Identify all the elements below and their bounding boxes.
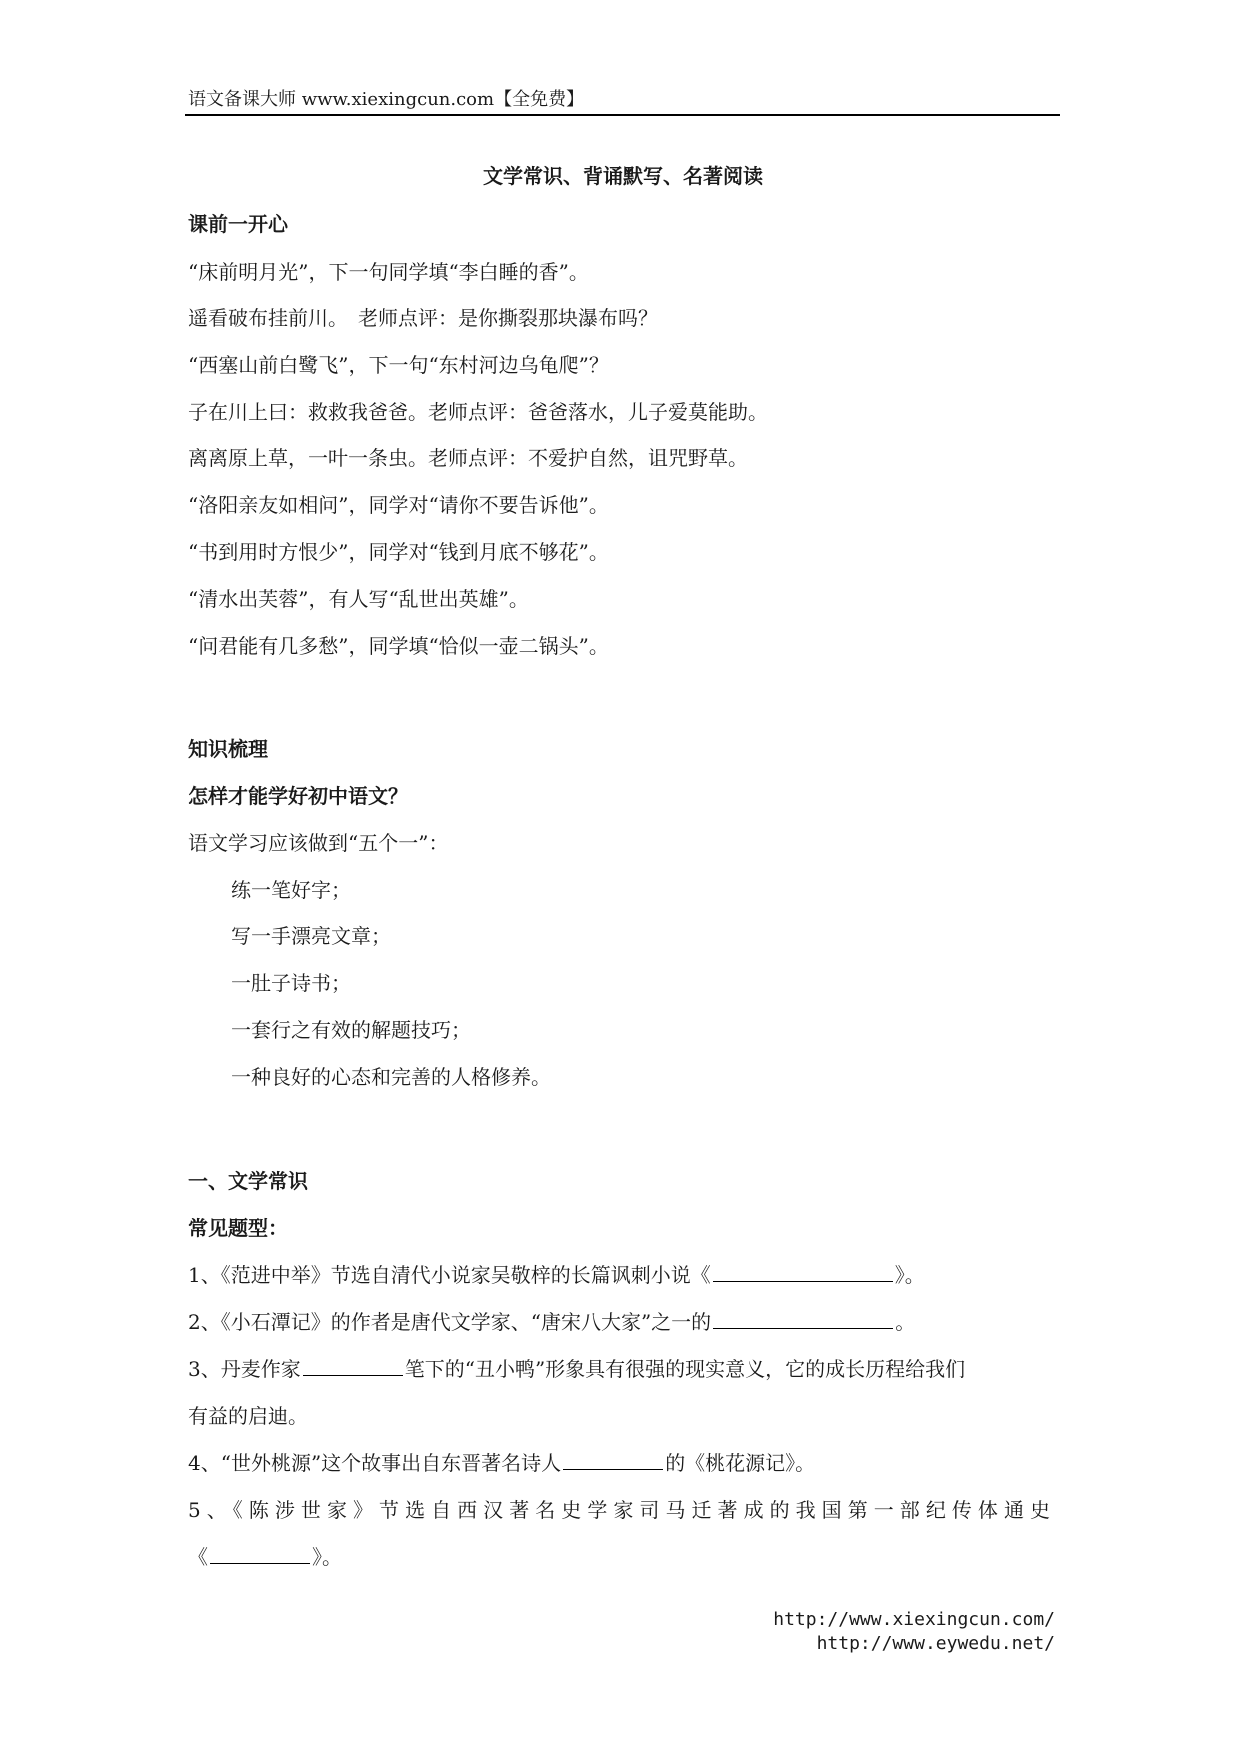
question-text: 》。: [894, 1263, 925, 1287]
question-text: 的《桃花源记》。: [665, 1451, 816, 1475]
warmup-line: 遥看破布挂前川。 老师点评：是你撕裂那块瀑布吗？: [188, 306, 658, 330]
question-3-continued: 有益的启迪。: [188, 1404, 308, 1428]
knowledge-intro: 语文学习应该做到“五个一”：: [188, 831, 449, 855]
knowledge-question: 怎样才能学好初中语文？: [188, 784, 408, 808]
warmup-line: “床前明月光”，下一句同学填“李白睡的香”。: [188, 260, 589, 284]
question-5: 5、《陈涉世家》节选自西汉著名史学家司马迁著成的我国第一部纪传体通史: [188, 1498, 1050, 1522]
answer-blank[interactable]: [303, 1355, 403, 1376]
question-text: 《: [188, 1545, 208, 1569]
warmup-line: “西塞山前白鹭飞”，下一句“东村河边乌龟爬”？: [188, 353, 609, 377]
question-1: [188, 1261, 1058, 1289]
answer-blank[interactable]: [713, 1308, 893, 1329]
page-header: 语文备课大师 www.xiexingcun.com【全免费】: [188, 89, 585, 110]
header-divider: [185, 114, 1060, 116]
question-text: 2、《小石潭记》的作者是唐代文学家、“唐宋八大家”之一的: [188, 1310, 712, 1334]
question-text: 1、《范进中举》节选自清代小说家吴敬梓的长篇讽刺小说《: [188, 1263, 711, 1287]
question-text: 。: [895, 1310, 916, 1334]
list-item: 一肚子诗书；: [231, 971, 351, 995]
warmup-line: 子在川上曰：救救我爸爸。老师点评：爸爸落水，儿子爱莫能助。: [188, 400, 768, 424]
question-text: 笔下的“丑小鸭”形象具有很强的现实意义，它的成长历程给我们: [404, 1357, 966, 1381]
section-heading: 一、文学常识: [188, 1169, 308, 1193]
warmup-line: “清水出芙蓉”，有人写“乱世出英雄”。: [188, 587, 529, 611]
section-subheading: 常见题型：: [188, 1216, 288, 1240]
list-item: 一种良好的心态和完善的人格修养。: [231, 1065, 551, 1089]
answer-blank[interactable]: [563, 1449, 663, 1470]
answer-blank[interactable]: [713, 1261, 893, 1282]
page-footer: http://www.xiexingcun.com/ http://www.eywedu.net/: [773, 1609, 1055, 1654]
page-title: 文学常识、背诵默写、名著阅读: [483, 164, 763, 188]
question-text: 3、丹麦作家: [188, 1357, 301, 1381]
warmup-line: “问君能有几多愁”，同学填“恰似一壶二锅头”。: [188, 634, 609, 658]
knowledge-heading: 知识梳理: [188, 737, 268, 761]
question-text: 》。: [312, 1545, 342, 1569]
warmup-heading: 课前一开心: [188, 212, 288, 236]
answer-blank[interactable]: [210, 1543, 310, 1564]
question-5-continued: [188, 1543, 1058, 1571]
question-3: [188, 1355, 1058, 1383]
question-4: [188, 1449, 1058, 1477]
list-item: 写一手漂亮文章；: [231, 924, 391, 948]
question-2: [188, 1308, 1058, 1336]
list-item: 一套行之有效的解题技巧；: [231, 1018, 471, 1042]
warmup-line: “书到用时方恨少”，同学对“钱到月底不够花”。: [188, 540, 609, 564]
list-item: 练一笔好字；: [231, 878, 351, 902]
warmup-line: “洛阳亲友如相问”，同学对“请你不要告诉他”。: [188, 493, 609, 517]
question-text: 4、“世外桃源”这个故事出自东晋著名诗人: [188, 1451, 562, 1475]
warmup-line: 离离原上草，一叶一条虫。老师点评：不爱护自然，诅咒野草。: [188, 446, 748, 470]
